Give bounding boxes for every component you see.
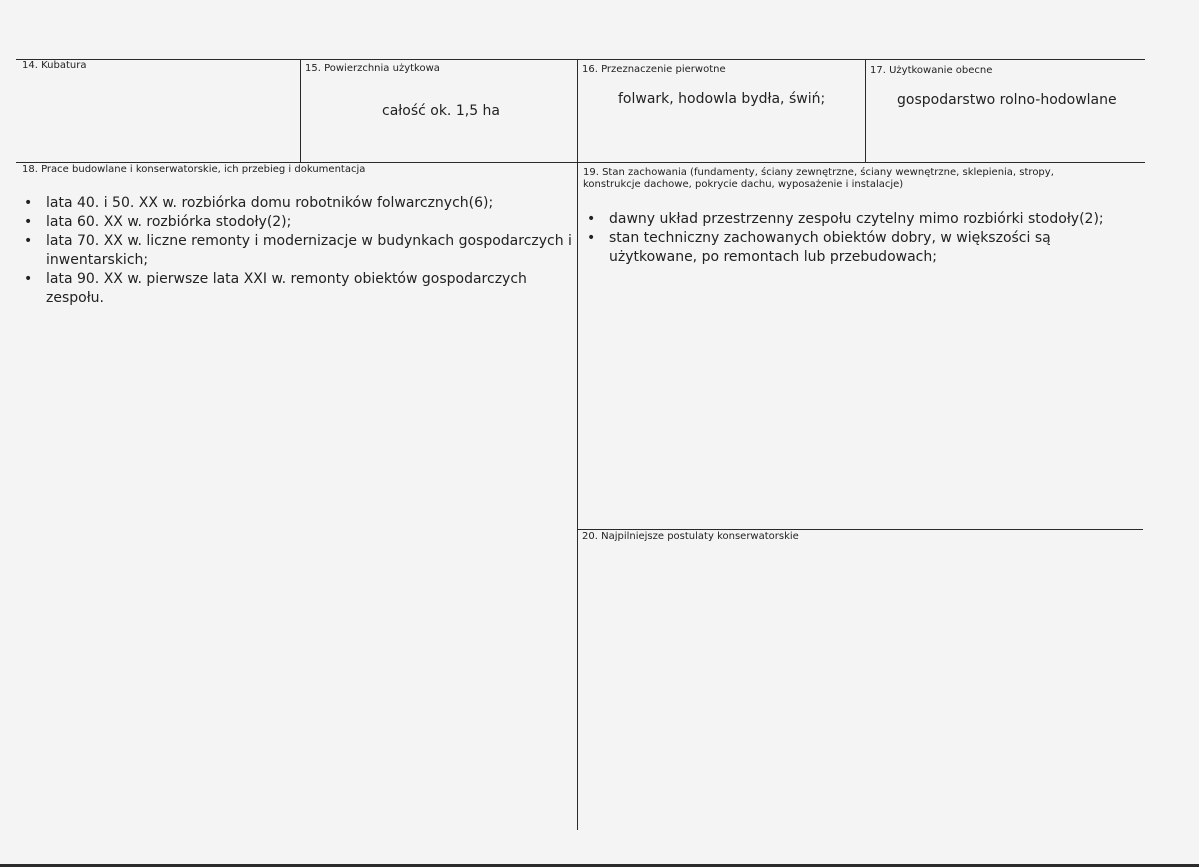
list-item: • stan techniczny zachowanych obiektów dobry, w większości są użytkowane, po remontach lub przebudowach; <box>583 229 1141 267</box>
rule-col-17 <box>865 60 866 162</box>
field-19-list <box>583 210 1141 267</box>
field-20-label: 20. Najpilniejsze postulaty konserwatorskie <box>582 531 799 542</box>
rule-col-16 <box>577 60 578 830</box>
list-item: • lata 60. XX w. rozbiórka stodoły(2); <box>20 213 572 232</box>
list-item: • lata 40. i 50. XX w. rozbiórka domu robotników folwarcznych(6); <box>20 194 572 213</box>
rule-middle <box>16 162 1145 163</box>
field-14-label: 14. Kubatura <box>22 60 87 71</box>
field-17-label: 17. Użytkowanie obecne <box>870 65 993 76</box>
rule-top <box>16 59 1145 60</box>
field-18-list <box>20 194 572 308</box>
list-item: • lata 70. XX w. liczne remonty i modernizacje w budynkach gospodarczych i inwentarskich; <box>20 232 572 270</box>
field-17-value: gospodarstwo rolno-hodowlane <box>897 92 1117 108</box>
field-15-value: całość ok. 1,5 ha <box>382 103 501 119</box>
field-16-value: folwark, hodowla bydła, świń; <box>618 91 826 107</box>
field-16-label: 16. Przeznaczenie pierwotne <box>582 64 726 75</box>
rule-col-15 <box>300 60 301 162</box>
rule-section-20 <box>577 529 1143 530</box>
list-item: • dawny układ przestrzenny zespołu czytelny mimo rozbiórki stodoły(2); <box>583 210 1141 229</box>
list-item: • lata 90. XX w. pierwsze lata XXI w. remonty obiektów gospodarczych zespołu. <box>20 270 572 308</box>
field-15-label: 15. Powierzchnia użytkowa <box>305 63 440 74</box>
field-18-label: 18. Prace budowlane i konserwatorskie, ich przebieg i dokumentacja <box>22 164 366 175</box>
field-19-label: 19. Stan zachowania (fundamenty, ściany zewnętrzne, ściany wewnętrzne, sklepienia, stropy, konstrukcje dachowe, pokrycie dachu, wyposażenie i instalacje) <box>583 167 1054 190</box>
